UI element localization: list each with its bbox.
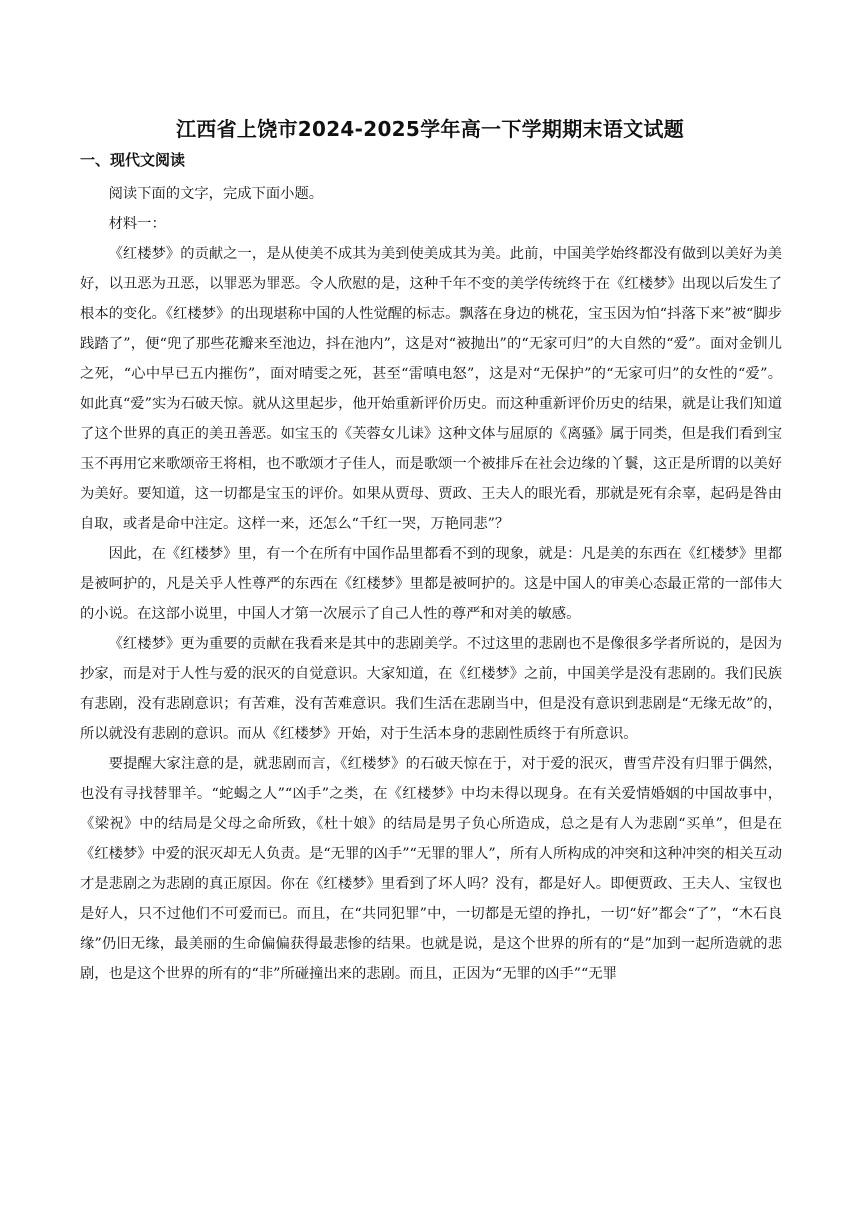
paragraph: 《红楼梦》更为重要的贡献在我看来是其中的悲剧美学。不过这里的悲剧也不是像很多学者所说的，是因为抄家，而是对于人性与爱的泯灭的自觉意识。大家知道，在《红楼梦》之前，中国美学是没有悲剧的。我们民族有悲剧，没有悲剧意识；有苦难，没有苦难意识。我们生活在悲剧当中，但是没有意识到悲剧是“无缘无故”的，所以就没有悲剧的意识。而从《红楼梦》开始，对于生活本身的悲剧性质终于有所意识。 [80,636,782,742]
reading-passage [80,179,782,989]
paragraph: 要提醒大家注意的是，就悲剧而言，《红楼梦》的石破天惊在于，对于爱的泯灭，曹雪芹没有归罪于偶然，也没有寻找替罪羊。“蛇蝎之人”“凶手”之类，在《红楼梦》中均未得以现身。在有关爱情婚姻的中国故事中，《梁祝》中的结局是父母之命所致，《杜十娘》的结局是男子负心所造成，总之是有人为悲剧“买单”，但是在《红楼梦》中爱的泯灭却无人负责。是“无罪的凶手”“无罪的罪人”，所有人所构成的冲突和这种冲突的相关互动才是悲剧之为悲剧的真正原因。你在《红楼梦》里看到了坏人吗？没有，都是好人。即便贾政、王夫人、宝钗也是好人，只不过他们不可爱而已。而且，在“共同犯罪”中，一切都是无望的挣扎，一切“好”都会“了”，“木石良缘”仍旧无缘，最美丽的生命偏偏获得最悲惨的结果。也就是说，是这个世界的所有的“是”加到一起所造就的悲剧，也是这个世界的所有的“非”所碰撞出来的悲剧。而且，正因为“无罪的凶手”“无罪 [80,756,782,982]
material-label: 材料一： [108,216,166,232]
paragraph: 《红楼梦》的贡献之一，是从使美不成其为美到使美成其为美。此前，中国美学始终都没有做到以美好为美好，以丑恶为丑恶，以罪恶为罪恶。令人欣慰的是，这种千年不变的美学传统终于在《红楼梦》出现以后发生了根本的变化。《红楼梦》的出现堪称中国的人性觉醒的标志。飘落在身边的桃花，宝玉因为怕“抖落下来”被“脚步践踏了”，便“兜了那些花瓣来至池边，抖在池内”，这是对“被抛出”的“无家可归”的大自然的“爱”。面对金钏儿之死，“心中早已五内摧伤”，面对晴雯之死，甚至“雷嗔电怒”，这是对“无保护”的“无家可归”的女性的“爱”。如此真“爱”实为石破天惊。就从这里起步，他开始重新评价历史。而这种重新评价历史的结果，就是让我们知道了这个世界的真正的美丑善恶。如宝玉的《芙蓉女儿诔》这种文体与屈原的《离骚》属于同类，但是我们看到宝玉不再用它来歌颂帝王将相，也不歌颂才子佳人，而是歌颂一个被排斥在社会边缘的丫鬟，这正是所谓的以美好为美好。要知道，这一切都是宝玉的评价。如果从贾母、贾政、王夫人的眼光看，那就是死有余辜，起码是咎由自取，或者是命中注定。这样一来，还怎么“千红一哭，万艳同悲”？ [80,246,782,532]
paragraph: 因此，在《红楼梦》里，有一个在所有中国作品里都看不到的现象，就是：凡是美的东西在《红楼梦》里都是被呵护的，凡是关乎人性尊严的东西在《红楼梦》里都是被呵护的。这是中国人的审美心态最正常的一部伟大的小说。在这部小说里，中国人才第一次展示了自己人性的尊严和对美的敏感。 [80,546,782,622]
section-heading: 一、现代文阅读 [80,151,186,169]
instruction-text: 阅读下面的文字，完成下面小题。 [108,186,324,202]
document-title: 江西省上饶市2024-2025学年高一下学期期末语文试题 [175,117,685,141]
